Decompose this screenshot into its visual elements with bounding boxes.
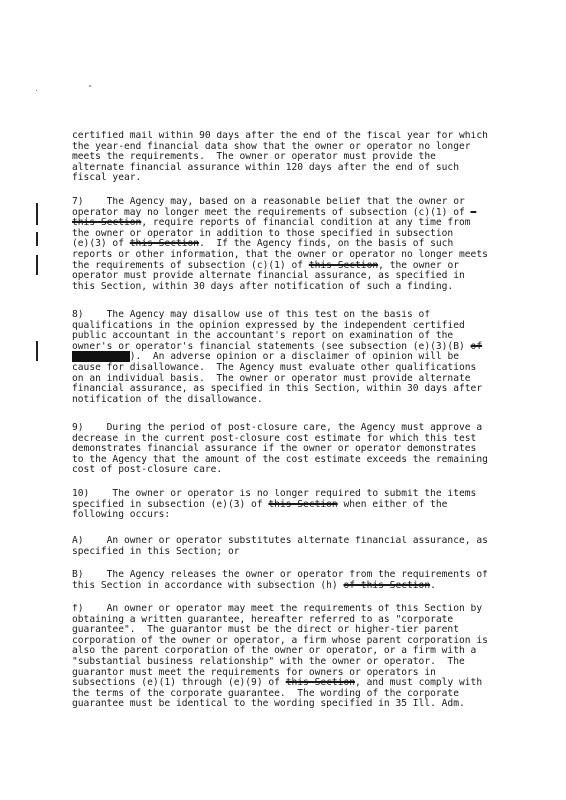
text-run: cause for disallowance. The Agency must evaluate other qualifications [72, 361, 477, 373]
text-line [72, 547, 508, 558]
text-run: qualifications in the opinion expressed by the independent certified [72, 319, 465, 331]
text-run: notification of the disallowance. [72, 393, 263, 405]
text-run: this Section in accordance with subsection (h) [72, 579, 344, 591]
text-run: "substantial business relationship" with the owner or operator. The [72, 655, 465, 667]
text-run: B) The Agency releases the owner or operator from the requirements of [72, 570, 488, 580]
text-run: financial assurance, as specified in this Section, within 30 days after [72, 383, 483, 395]
struck-text: this Section [72, 217, 142, 229]
text-run: alternate financial assurance within 120 days after the end of such [72, 161, 459, 173]
text-line [72, 465, 508, 476]
text-run: subsections (e)(1) through (e)(9) of [72, 677, 286, 689]
text-run: guarantee". The guarantor must be the direct or higher-tier parent [72, 624, 459, 636]
text-run: 8) The Agency may disallow use of this test on the basis of [72, 310, 431, 320]
text-run: operator must provide alternate financial assurance, as specified in [72, 270, 465, 282]
struck-text: this Section [129, 238, 200, 250]
text-run: corporation of the owner or operator, a firm whose parent corporation is [72, 634, 488, 646]
text-run: certified mail within 90 days after the end of the fiscal year for which [72, 131, 488, 141]
text-run: . If the Agency finds, on the basis of such [199, 238, 454, 250]
text-run: when either of the [337, 498, 448, 510]
text-run: owner's or operator's financial statements (see subsection (e)(3)(B) [72, 340, 471, 352]
paragraph-9 [72, 423, 508, 476]
text-run: this Section, within 30 days after notification of such a finding. [72, 280, 454, 292]
struck-text: of [470, 340, 483, 352]
scan-specks: . " [34, 84, 115, 93]
struck-text: this Section [268, 498, 338, 510]
redaction-bar [72, 351, 130, 362]
text-run: the year-end financial data show that the owner or operator no longer [72, 140, 471, 152]
struck-text: this Section [285, 677, 356, 689]
text-line [72, 510, 508, 521]
paragraph-A [72, 536, 508, 557]
paragraph-7 [72, 197, 508, 292]
text-line [72, 699, 508, 710]
text-run: also the parent corporation of the owner or operator, or a firm with a [72, 645, 477, 657]
paragraph-f [72, 604, 508, 710]
revision-bar [36, 255, 38, 275]
text-run: (e)(3) of [72, 238, 130, 250]
text-run: , require reports of financial condition at any time from [141, 217, 471, 229]
paragraph-continuation [72, 131, 508, 184]
text-line [72, 282, 508, 293]
text-run: cost of post-closure care. [72, 464, 223, 476]
paragraph-10 [72, 489, 508, 521]
text-run: 9) During the period of post-closure care, the Agency must approve a [72, 423, 483, 433]
text-run: reports or other information, that the owner or operator no longer meets [72, 248, 488, 260]
text-run: obtaining a written guarantee, hereafter referred to as "corporate [72, 613, 454, 625]
text-run: public accountant in the accountant's report on examination of the [72, 330, 454, 342]
text-line [72, 581, 508, 592]
text-run: guarantor must meet the requirements for owners or operators in [72, 666, 436, 678]
struck-text: this Section [308, 259, 379, 271]
text-run: , and must comply with [355, 677, 483, 689]
text-run: f) An owner or operator may meet the requirements of this Section by [72, 604, 483, 614]
text-run: specified in subsection (e)(3) of [72, 498, 269, 510]
text-run: guarantee must be identical to the wording specified in 35 Ill. Adm. [72, 698, 465, 710]
text-run: decrease in the current post-closure cost estimate for which this test [72, 432, 477, 444]
struck-text: of this Section [343, 579, 431, 591]
text-run: 7) The Agency may, based on a reasonable belief that the owner or [72, 197, 465, 207]
text-run: ). An adverse opinion or a disclaimer of opinion will be [129, 351, 459, 363]
text-run: fiscal year. [72, 172, 142, 184]
paragraph-B [72, 570, 508, 591]
revision-bar [36, 341, 38, 361]
text-run: following occurs: [72, 509, 171, 521]
text-run: . [430, 579, 436, 591]
text-run: the terms of the corporate guarantee. The wording of the corporate [72, 687, 459, 699]
text-run: 10) The owner or operator is no longer required to submit the items [72, 489, 477, 499]
text-line [72, 173, 508, 184]
text-run: A) An owner or operator substitutes alternate financial assurance, as [72, 536, 488, 546]
text-run: demonstrates financial assurance if the owner or operator demonstrates [72, 443, 477, 455]
text-run: the requirements of subsection (c)(1) of [72, 259, 309, 271]
text-run: on an individual basis. The owner or operator must provide alternate [72, 372, 471, 384]
revision-bar [36, 232, 38, 246]
text-run: the owner or operator in addition to those specified in subsection [72, 227, 454, 239]
text-run: to the Agency that the amount of the cost estimate exceeds the remaining [72, 453, 488, 465]
text-run: operator may no longer meet the requirements of subsection (c)(1) of [72, 206, 471, 218]
text-run: , the owner or [378, 259, 460, 271]
paragraph-8 [72, 310, 508, 405]
text-line [72, 395, 508, 406]
text-run: specified in this Section; or [72, 545, 240, 557]
text-run: meets the requirements. The owner or operator must provide the [72, 151, 436, 163]
revision-bar [36, 203, 38, 225]
struck-text: - [470, 206, 477, 218]
